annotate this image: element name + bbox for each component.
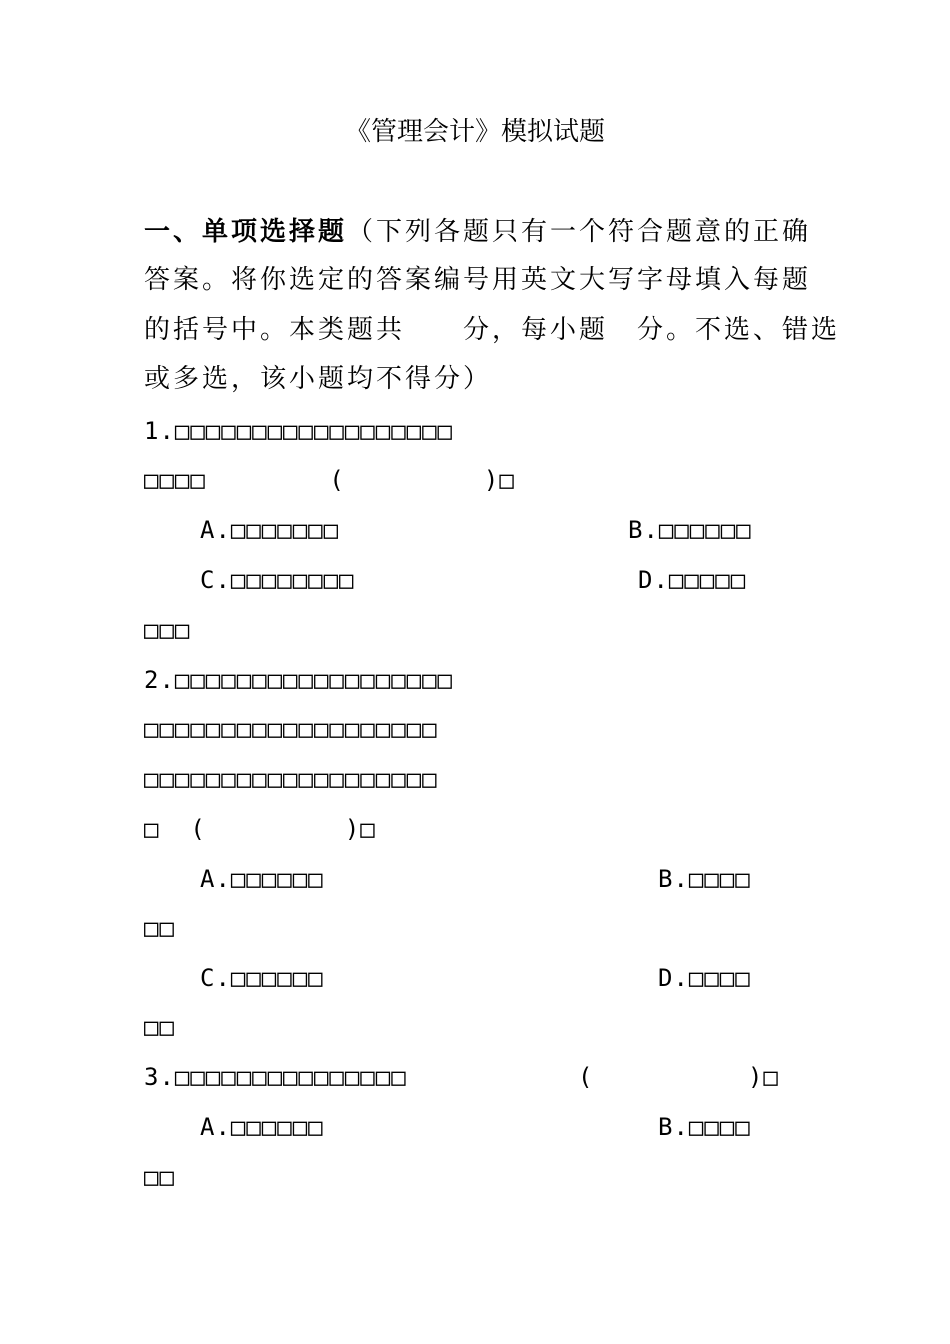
question-2-option-a: A.□□□□□□ [200,865,324,893]
question-1-line-2: □□□□ ( )□ [144,466,515,494]
page-title: 《管理会计》模拟试题 [344,117,605,147]
question-2-line-2: □□□□□□□□□□□□□□□□□□□ [144,715,438,743]
question-2-option-d-continuation: □□ [144,1013,175,1041]
question-2-option-b-continuation: □□ [144,914,175,942]
question-2-option-c: C.□□□□□□ [200,964,324,992]
question-3-option-b-continuation: □□ [144,1163,175,1191]
question-1-option-c: C.□□□□□□□□ [200,566,355,594]
question-2-line-4: □ ( )□ [144,815,376,843]
question-2-line-3: □□□□□□□□□□□□□□□□□□□ [144,765,438,793]
question-1-option-a: A.□□□□□□□ [200,516,340,544]
section-instructions-1: （下列各题只有一个符合题意的正确 [347,217,812,247]
question-3-option-a: A.□□□□□□ [200,1113,324,1141]
section-heading-line [144,215,811,249]
question-3-option-b: B.□□□□ [658,1113,751,1141]
question-1-option-d: D.□□□□□ [638,566,747,594]
question-2-option-b: B.□□□□ [658,865,751,893]
question-3-line-1: 3.□□□□□□□□□□□□□□□ [144,1063,407,1091]
question-1-option-b: B.□□□□□□ [628,516,752,544]
section-instructions-4: 或多选，该小题均不得分） [144,364,493,394]
question-1-line-1: 1.□□□□□□□□□□□□□□□□□□ [144,417,453,445]
section-instructions-3: 的括号中。本类题共 分，每小题 分。不选、错选 [144,315,841,345]
question-2-option-d: D.□□□□ [658,964,751,992]
question-1-continuation: □□□ [144,616,191,644]
section-heading: 一、单项选择题 [144,217,348,247]
section-instructions-2: 答案。将你选定的答案编号用英文大写字母填入每题 [144,265,812,295]
question-3-answer-paren: ( )□ [578,1063,779,1091]
question-2-line-1: 2.□□□□□□□□□□□□□□□□□□ [144,666,453,694]
